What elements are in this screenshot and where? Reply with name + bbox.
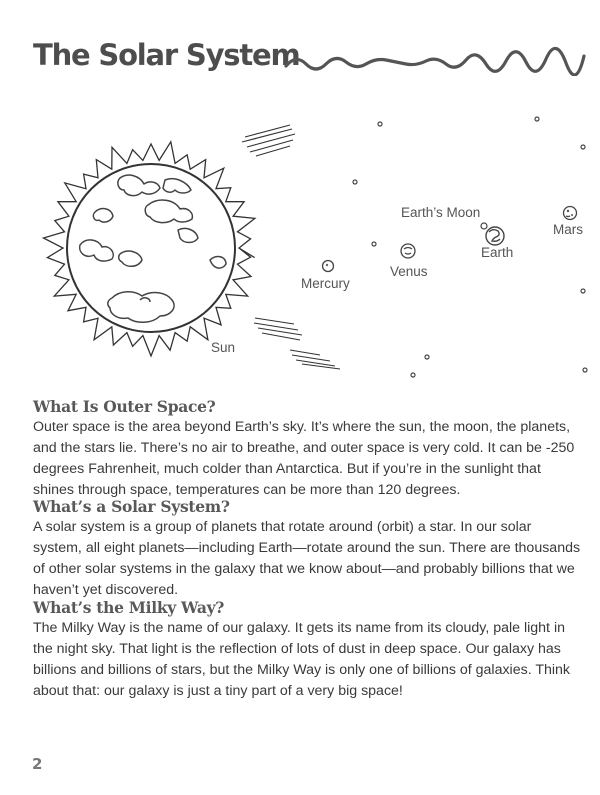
stars [353,117,587,377]
mars-icon [564,207,577,220]
section-body: Outer space is the area beyond Earth’s sky. It’s where the sun, the moon, the planets, and the stars lie. There’s no air to breathe, and outer space is very cold. It can be -250 degrees Fahrenheit, much colder than Antarctica. But if you’re in the sunlight that shines through space, temperatures can be more than 120 degrees. [33,419,575,498]
section-milky-way [33,598,583,702]
venus-icon [401,244,415,258]
earth-icon [486,227,504,245]
label-sun: Sun [211,340,236,355]
sun-icon [67,164,235,332]
label-mars: Mars [553,222,583,237]
solar-system-illustration [0,95,600,385]
section-body: A solar system is a group of planets that rotate around (orbit) a star. In our solar system, all eight planets—including Earth—rotate around the sun. There are thousands of other solar systems in the galaxy that we know about—and probably billions that we haven’t yet discovered. [33,519,581,598]
earths-moon-icon [481,223,487,229]
page-title: The Solar System [33,38,300,72]
section-heading: What’s the Milky Way? [33,598,225,617]
section-body: The Milky Way is the name of our galaxy. It gets its name from its cloudy, pale light in the night sky. That light is the reflection of lots of dust in deep space. Our galaxy has billions and billions of stars, but the Milky Way is only one of billions of galaxies. Think about that: our galaxy is just a tiny part of a very big space! [33,620,571,699]
section-solar-system [33,497,583,601]
page-number: 2 [32,755,43,773]
label-mercury: Mercury [301,276,350,291]
label-venus: Venus [390,264,428,279]
section-outer-space [33,397,583,501]
wavy-line-decoration [282,46,587,76]
section-heading: What’s a Solar System? [33,497,230,516]
label-earths-moon: Earth’s Moon [401,205,481,220]
motion-streaks [242,125,340,369]
label-earth: Earth [481,245,514,260]
mercury-icon [323,261,334,272]
section-heading: What Is Outer Space? [33,397,216,416]
